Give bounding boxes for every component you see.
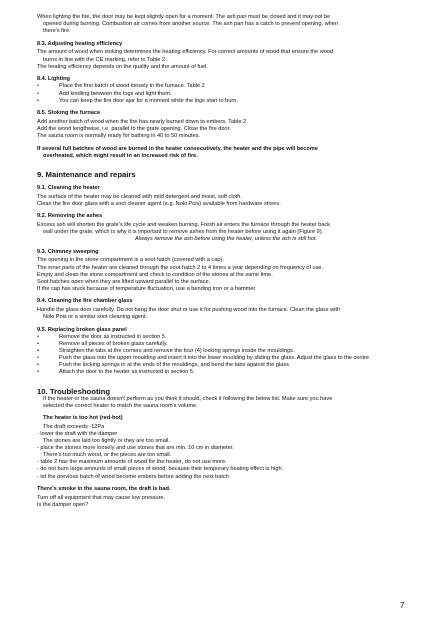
text-line: Soot hatches open when they are lifted upward parallel to the surface. [37, 278, 211, 285]
section-heading-9-1: 9.1. Cleaning the heater [37, 184, 100, 191]
troubleshoot-too-hot [37, 415, 415, 480]
list-item: • Remove all pieces of broken glass carefully. [37, 341, 415, 348]
text-line: When lighting the fire, the door may be kept slightly open for a moment. The ash pan must be closed and it may not be [37, 14, 331, 20]
section-body-8-5 [37, 119, 415, 140]
list-item: • Straighten the tabs at the corners and remove the four (4) locking springs inside the mouldings. [37, 348, 415, 355]
text-line: The stones are laid too tightly or they are too small. [43, 438, 170, 445]
text-line: Empty and clean the stone compartment and check to condition of the stones at the same time. [37, 271, 273, 278]
text-line: The sauna room is normally ready for bathing in 40 to 50 minutes. [37, 133, 200, 140]
text-line: selected the correct heater to match the sauna room's volume. [43, 402, 198, 409]
text-line: - table 2 has the maximum amounts of wood for the heater, do not use more. [37, 459, 227, 466]
list-item: • Remove the door as instructed in section 5. [37, 334, 415, 341]
fire-risk-warning [37, 146, 415, 160]
text-line: The inner parts of the heater are cleaned through the soot hatch 2 to 4 times a year depending on frequency of use. [37, 264, 324, 271]
section-body-9-4 [37, 307, 415, 321]
section-heading-9-5: 9.5. Replacing broken glass panel [37, 326, 127, 333]
chapter-heading-10: 10. Troubleshooting [37, 386, 111, 396]
text-line: Add the wood lengthwise, i.e. parallel to the grate opening. Close the fire door. [37, 126, 231, 132]
list-item: • Place the first batch of wood loosely in the furnace. Table 2 [37, 83, 415, 90]
text-line: If several full batches of wood are burned in the heater consecutively, the heater and the pipe will become [37, 145, 318, 152]
text-line: opened during burning. Combustion air comes from another source. The ash pan has a catch to prevent opening, when [43, 21, 338, 28]
text-line: - let the previous batch of wood become embers before adding the next batch [37, 473, 229, 480]
list-item: • Push the glass into the upper moulding and insert it into the lower moulding by sliding the glass. Adjust the glass to the centre. [37, 355, 415, 362]
text-line: The opening in the stone compartment is a soot hatch (covered with a cap). [37, 257, 224, 264]
text-line: Is the damper open? [37, 501, 89, 508]
section-heading-9-3: 9.3. Chimney sweeping [37, 248, 99, 255]
text-line: There's too much wood, or the pieces are too small. [43, 452, 172, 459]
troubleshoot-smoke [37, 486, 415, 509]
text-line: The amount of wood when stoking determines the heating efficiency. For correct amounts of wood that ensure the wood [37, 49, 334, 56]
text-line: Clean the fire door glass with a soot cleaner agent (e.g. Noki Pois) available from hardware stores. [37, 200, 281, 207]
section-heading-8-4: 8.4. Lighting [37, 76, 70, 83]
section-body-9-3 [37, 257, 415, 292]
document-page [37, 14, 415, 509]
text-line: - place the stones more loosely and use stones that are min. 10 cm in diameter. [37, 445, 234, 452]
text-line: Turn off all equipment that may cause low pressure. [37, 494, 166, 501]
section-body-9-1 [37, 194, 415, 208]
bullet-list-8-4 [37, 83, 415, 104]
ash-removal-note: Always remove the ash before using the heater, unless the ash is still hot. [135, 236, 317, 243]
list-item: • Add kindling between the logs and light them. [37, 91, 415, 98]
text-line: burns in line with the CE marking, refer to Table 2. [43, 56, 167, 63]
list-item: • Attach the door to the heater as instructed in section 5. [37, 369, 415, 376]
text-line: The heating efficiency depends on the quality and the amount of fuel. [37, 63, 208, 70]
text-line: - do not burn large amounts of small pieces of wood, because their temporary heating effect is high. [37, 466, 284, 473]
text-line: - lower the draft with the damper [37, 430, 118, 437]
troubleshooting-intro [37, 396, 415, 410]
section-body-9-2 [37, 222, 415, 243]
problem-heading: The heater is too hot (red-hot) [43, 415, 123, 422]
problem-heading: There's smoke in the sauna room, the draft is bad. [37, 486, 171, 493]
section-body-8-3 [37, 49, 415, 70]
text-line: Excess ash will shorten the grate's life cycle and weaken burning. Fresh air enters the furnace through the heater back [37, 221, 331, 228]
text-line: overheated, which might result in an increased risk of fire. [43, 152, 198, 159]
section-heading-8-5: 8.5. Stoking the furnace [37, 110, 101, 117]
text-line: The draft exceeds -12Pa [43, 423, 105, 430]
intro-paragraph [37, 14, 415, 35]
list-item: • You can keep the fire door ajar for a moment while the logs start to burn. [37, 98, 415, 105]
text-line: If the cap has stuck because of temperature fluctuation, use a bending iron or a hammer. [37, 285, 257, 292]
text-line: Handle the glass door carefully. Do not bang the door shut or use it for pushing wood into the furnace. Clean the glass with [37, 307, 341, 314]
text-line: wall under the grate, which is why it is important to remove ashes from the heater before using it again (Figure 9). [43, 229, 324, 236]
chapter-heading-9: 9. Maintenance and repairs [37, 169, 136, 179]
text-line: The surface of the heater may be cleaned with mild detergent and moist, soft cloth. [37, 193, 242, 200]
section-heading-9-2: 9.2. Removing the ashes [37, 213, 103, 220]
list-item: • Push the locking springs in at the ends of the mouldings, and bend the tabs against the glass. [37, 362, 415, 369]
text-line: Noki Pois or a similar soot cleaning agent. [43, 314, 148, 321]
page-number: 7 [400, 601, 405, 610]
text-line: Add another batch of wood when the fire has nearly burned down to embers. Table 2 [37, 118, 247, 125]
text-line: If the heater or the sauna doesn't perform as you think it should, check it following the below list. Make sure you have [43, 395, 333, 402]
section-heading-9-4: 9.4. Cleaning the fire chamber glass [37, 298, 133, 305]
bullet-list-9-5 [37, 334, 415, 377]
text-line: there's fire. [43, 28, 71, 35]
section-heading-8-3: 8.3. Adjusting heating efficiency [37, 40, 123, 47]
